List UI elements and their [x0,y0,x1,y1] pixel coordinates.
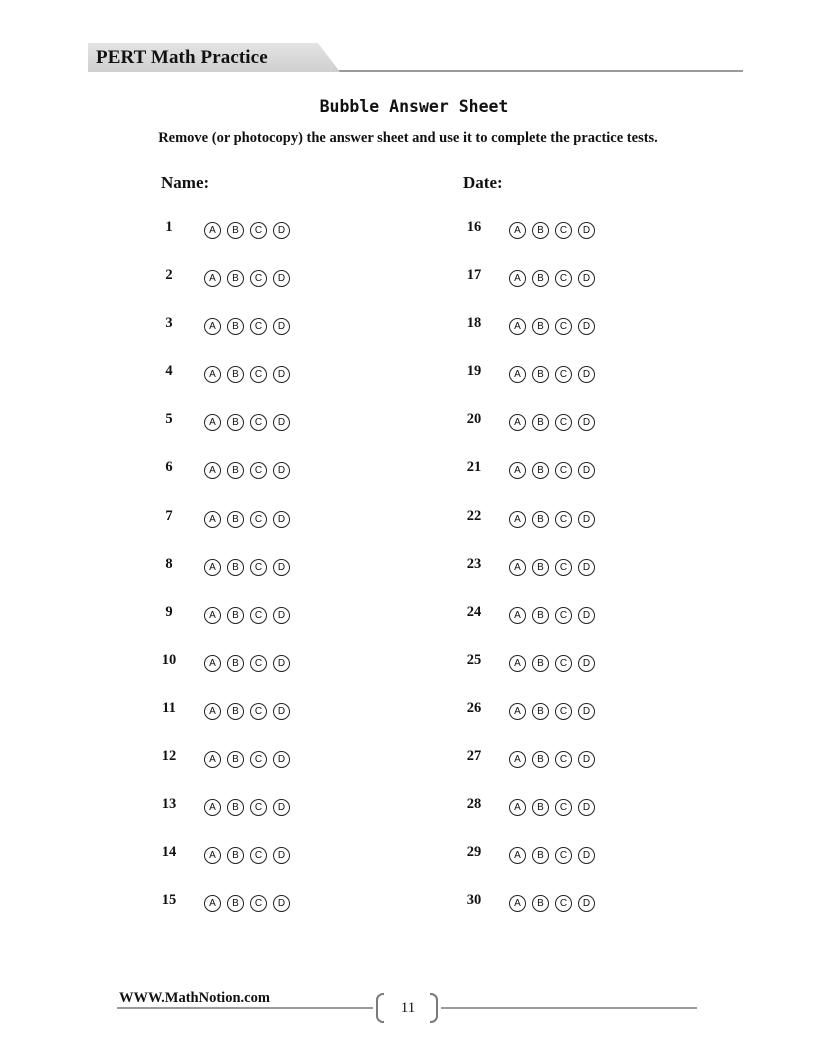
question-number: 5 [165,411,173,428]
question-number: 1 [165,219,173,235]
question-row [455,734,655,782]
answer-bubbles [509,893,601,912]
header-title: PERT Math Practice [96,47,268,68]
answer-bubble-d[interactable]: D [273,703,290,720]
answer-bubble-b[interactable]: B [532,751,549,768]
answer-bubble-b[interactable]: B [532,655,549,672]
answer-bubble-a[interactable]: A [509,703,526,720]
answer-bubble-b[interactable]: B [227,366,244,383]
question-number: 29 [466,844,482,861]
question-row [150,253,350,301]
page-number-bracket-right [430,993,438,1023]
answer-bubble-b[interactable]: B [227,847,244,864]
answer-bubble-a[interactable]: A [204,366,221,383]
answer-bubble-d[interactable]: D [578,895,595,912]
answer-bubble-a[interactable]: A [204,847,221,864]
sheet-title: Bubble Answer Sheet [319,97,509,116]
answer-bubbles [509,845,601,864]
question-row [455,349,655,397]
answer-bubble-a[interactable]: A [509,751,526,768]
answer-bubble-b[interactable]: B [532,511,549,528]
question-number: 12 [161,748,177,765]
question-row [150,542,350,590]
question-number: 25 [466,651,482,668]
answer-bubbles [509,701,601,720]
answer-bubble-b[interactable]: B [227,559,244,576]
answer-bubble-c[interactable]: C [555,655,572,672]
instructions-text: Remove (or photocopy) the answer sheet and use it to complete the practice tests. [158,130,658,146]
question-number: 15 [161,892,177,909]
answer-bubbles [509,797,601,816]
question-number: 16 [466,219,482,235]
answer-bubble-a[interactable]: A [509,559,526,576]
answer-bubble-b[interactable]: B [227,270,244,287]
answer-bubble-b[interactable]: B [227,607,244,624]
answer-bubble-d[interactable]: D [578,703,595,720]
question-number: 18 [466,315,482,332]
answer-bubble-d[interactable]: D [578,847,595,864]
answer-bubble-a[interactable]: A [204,222,221,239]
answer-bubble-d[interactable]: D [273,751,290,768]
answer-bubbles [204,364,296,383]
answer-bubble-b[interactable]: B [227,318,244,335]
answer-bubble-a[interactable]: A [509,655,526,672]
answer-bubble-c[interactable]: C [250,655,267,672]
question-number: 28 [466,796,482,813]
answer-bubble-d[interactable]: D [578,799,595,816]
answer-bubbles [204,653,296,672]
answer-bubble-d[interactable]: D [273,366,290,383]
answer-bubbles [204,316,296,335]
answer-bubble-b[interactable]: B [532,559,549,576]
answer-bubbles [204,701,296,720]
page-number: 11 [400,1000,416,1016]
answer-bubble-d[interactable]: D [578,655,595,672]
answer-bubble-c[interactable]: C [250,895,267,912]
question-row [150,782,350,830]
answer-bubble-a[interactable]: A [204,751,221,768]
answer-bubble-d[interactable]: D [273,895,290,912]
question-row [455,542,655,590]
question-row [150,397,350,445]
question-row [455,205,655,253]
question-number: 21 [466,459,482,476]
answer-bubble-c[interactable]: C [250,511,267,528]
answer-bubble-b[interactable]: B [532,462,549,479]
question-row [455,638,655,686]
answer-bubble-c[interactable]: C [250,559,267,576]
question-row [455,590,655,638]
answer-bubbles [509,557,601,576]
question-number: 19 [466,363,482,380]
question-number: 24 [466,603,482,620]
answer-bubbles [204,605,296,624]
question-number: 7 [165,507,173,524]
answer-bubble-a[interactable]: A [204,414,221,431]
answer-bubble-c[interactable]: C [555,751,572,768]
answer-bubble-c[interactable]: C [250,414,267,431]
answer-bubble-c[interactable]: C [555,318,572,335]
question-row [150,349,350,397]
answer-bubble-b[interactable]: B [227,751,244,768]
answer-bubble-c[interactable]: C [555,462,572,479]
question-number: 10 [161,651,177,668]
answer-bubble-b[interactable]: B [532,847,549,864]
question-row [150,205,350,253]
answer-bubble-c[interactable]: C [555,607,572,624]
answer-bubble-c[interactable]: C [250,318,267,335]
question-row [455,686,655,734]
question-number: 8 [165,555,173,572]
answer-bubble-d[interactable]: D [578,366,595,383]
answer-bubble-a[interactable]: A [509,462,526,479]
answer-bubbles [204,797,296,816]
answer-bubble-a[interactable]: A [204,318,221,335]
answer-bubble-c[interactable]: C [250,847,267,864]
answer-bubble-c[interactable]: C [555,414,572,431]
question-row [150,878,350,926]
answer-bubble-c[interactable]: C [555,559,572,576]
answer-bubbles [204,509,296,528]
answer-bubble-a[interactable]: A [509,222,526,239]
answer-bubbles [204,557,296,576]
answer-bubble-b[interactable]: B [532,318,549,335]
answer-bubble-c[interactable]: C [555,511,572,528]
question-number: 13 [161,796,177,813]
answer-bubbles [204,749,296,768]
question-row [150,445,350,493]
answer-bubble-a[interactable]: A [204,270,221,287]
question-number: 23 [466,555,482,572]
question-number: 4 [165,363,173,380]
answer-bubble-d[interactable]: D [578,559,595,576]
answer-bubble-d[interactable]: D [273,607,290,624]
answer-bubble-d[interactable]: D [273,655,290,672]
answer-bubble-d[interactable]: D [273,270,290,287]
answer-bubble-b[interactable]: B [227,511,244,528]
answer-bubble-c[interactable]: C [250,270,267,287]
answer-bubbles [204,460,296,479]
answer-bubbles [509,653,601,672]
answer-bubble-b[interactable]: B [532,270,549,287]
answer-bubble-c[interactable]: C [555,799,572,816]
question-number: 17 [466,267,482,284]
answer-bubble-a[interactable]: A [509,270,526,287]
question-row [150,301,350,349]
answer-bubble-b[interactable]: B [532,703,549,720]
answer-bubble-b[interactable]: B [532,366,549,383]
question-row [150,638,350,686]
question-number: 9 [165,603,173,620]
question-row [455,253,655,301]
answer-bubble-b[interactable]: B [227,462,244,479]
answer-bubble-d[interactable]: D [578,270,595,287]
date-label: Date: [463,173,503,192]
question-number: 14 [161,844,177,861]
answer-bubbles [204,845,296,864]
question-number: 3 [165,315,173,332]
answer-bubble-a[interactable]: A [204,607,221,624]
question-row [150,830,350,878]
answer-bubble-d[interactable]: D [578,222,595,239]
question-number: 11 [162,699,176,716]
answer-bubble-c[interactable]: C [555,270,572,287]
answer-bubble-d[interactable]: D [578,607,595,624]
answer-bubble-d[interactable]: D [273,511,290,528]
answer-bubble-b[interactable]: B [227,703,244,720]
answer-bubbles [204,412,296,431]
question-row [150,590,350,638]
question-number: 2 [165,267,173,284]
questions-column-right [455,205,655,926]
answer-bubble-b[interactable]: B [532,895,549,912]
answer-bubble-d[interactable]: D [273,799,290,816]
answer-bubble-b[interactable]: B [532,414,549,431]
answer-bubbles [204,268,296,287]
answer-bubbles [204,220,296,239]
answer-bubble-b[interactable]: B [532,222,549,239]
answer-bubble-d[interactable]: D [578,414,595,431]
answer-bubble-c[interactable]: C [555,895,572,912]
answer-bubbles [509,509,601,528]
footer-rule-left [117,1007,373,1009]
answer-bubble-c[interactable]: C [555,847,572,864]
answer-bubbles [509,460,601,479]
answer-bubble-c[interactable]: C [250,703,267,720]
answer-bubbles [509,749,601,768]
answer-bubble-d[interactable]: D [273,414,290,431]
answer-bubble-d[interactable]: D [578,751,595,768]
question-row [455,397,655,445]
footer-rule-right [441,1007,697,1009]
answer-bubble-a[interactable]: A [204,462,221,479]
question-row [455,494,655,542]
answer-bubble-c[interactable]: C [250,751,267,768]
answer-bubbles [509,316,601,335]
answer-bubble-d[interactable]: D [273,847,290,864]
answer-bubble-a[interactable]: A [509,318,526,335]
answer-bubble-c[interactable]: C [250,462,267,479]
question-row [150,734,350,782]
question-row [455,782,655,830]
question-row [455,301,655,349]
question-row [455,878,655,926]
answer-bubbles [509,412,601,431]
answer-bubbles [509,605,601,624]
answer-bubble-c[interactable]: C [250,222,267,239]
answer-bubble-c[interactable]: C [250,366,267,383]
answer-bubble-a[interactable]: A [509,799,526,816]
answer-bubble-a[interactable]: A [204,799,221,816]
question-number: 6 [165,459,173,476]
answer-bubble-b[interactable]: B [227,895,244,912]
answer-bubble-a[interactable]: A [509,414,526,431]
question-number: 27 [466,748,482,765]
answer-bubble-a[interactable]: A [204,559,221,576]
answer-bubble-a[interactable]: A [204,703,221,720]
question-number: 26 [466,699,482,716]
question-row [150,686,350,734]
answer-bubble-d[interactable]: D [578,511,595,528]
answer-bubble-c[interactable]: C [555,222,572,239]
answer-bubble-a[interactable]: A [509,511,526,528]
name-label: Name: [161,173,210,192]
answer-bubble-a[interactable]: A [204,511,221,528]
answer-bubble-a[interactable]: A [509,895,526,912]
question-row [455,830,655,878]
footer-website: WWW.MathNotion.com [119,990,270,1006]
answer-bubble-b[interactable]: B [227,655,244,672]
answer-bubbles [509,268,601,287]
answer-bubbles [509,364,601,383]
answer-bubble-a[interactable]: A [204,655,221,672]
answer-bubble-d[interactable]: D [273,222,290,239]
answer-bubble-b[interactable]: B [227,799,244,816]
page-number-bracket-left [376,993,384,1023]
answer-bubble-a[interactable]: A [509,607,526,624]
answer-bubbles [204,893,296,912]
answer-bubble-c[interactable]: C [555,703,572,720]
answer-bubble-b[interactable]: B [227,414,244,431]
answer-bubble-a[interactable]: A [509,847,526,864]
question-row [455,445,655,493]
answer-bubble-c[interactable]: C [250,799,267,816]
answer-bubble-c[interactable]: C [250,607,267,624]
question-number: 30 [466,892,482,909]
answer-bubble-c[interactable]: C [555,366,572,383]
answer-bubble-a[interactable]: A [204,895,221,912]
answer-bubble-b[interactable]: B [227,222,244,239]
answer-bubble-b[interactable]: B [532,607,549,624]
answer-bubble-d[interactable]: D [578,318,595,335]
answer-bubble-d[interactable]: D [273,559,290,576]
answer-bubbles [509,220,601,239]
question-number: 22 [466,507,482,524]
answer-bubble-d[interactable]: D [273,318,290,335]
answer-bubble-d[interactable]: D [273,462,290,479]
questions-column-left [150,205,350,926]
question-row [150,494,350,542]
answer-bubble-d[interactable]: D [578,462,595,479]
question-number: 20 [466,411,482,428]
answer-bubble-a[interactable]: A [509,366,526,383]
answer-bubble-b[interactable]: B [532,799,549,816]
